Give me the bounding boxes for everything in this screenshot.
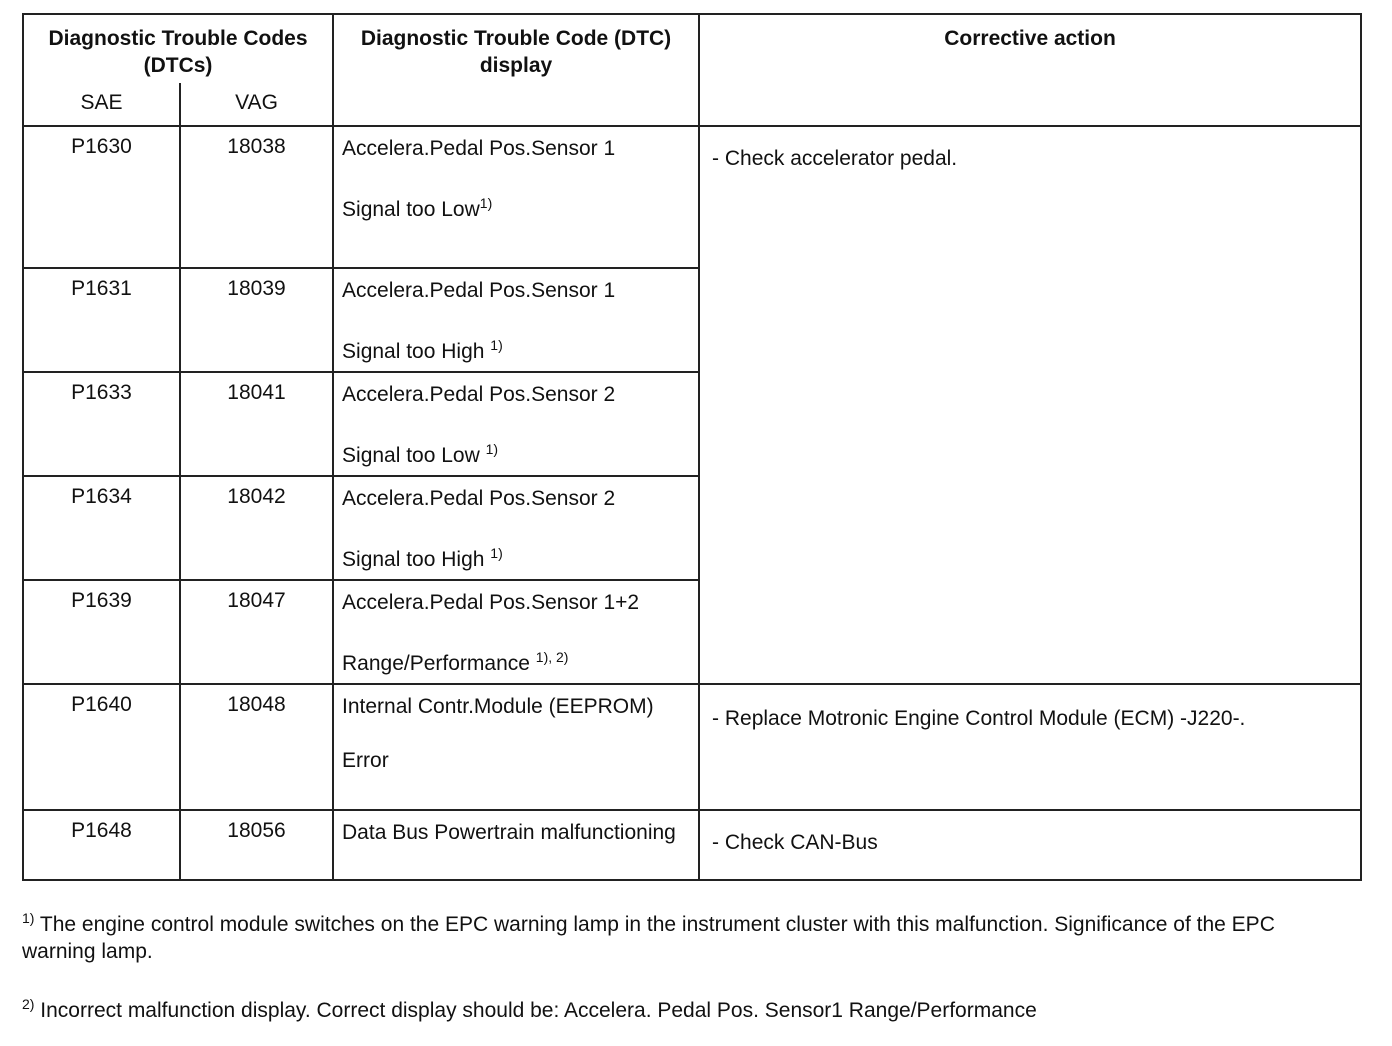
- footnote-mark: 2): [22, 996, 35, 1012]
- vag-code: 18039: [180, 268, 333, 372]
- action-replace-ecm: - Replace Motronic Engine Control Module (ECM) -J220-.: [699, 684, 1361, 810]
- dtc-display: [333, 126, 699, 268]
- footnote-ref: 1): [479, 195, 493, 211]
- sae-code: P1640: [23, 684, 180, 810]
- display-line-1: Accelera.Pedal Pos.Sensor 1+2: [342, 591, 640, 614]
- header-corrective-action: Corrective action: [699, 14, 1361, 126]
- header-vag: VAG: [180, 83, 333, 126]
- table-row: [23, 810, 1361, 880]
- table-row: [23, 126, 1361, 268]
- action-check-pedal: - Check accelerator pedal.: [699, 126, 1361, 684]
- vag-code: 18041: [180, 372, 333, 476]
- display-line-1: Internal Contr.Module (EEPROM): [342, 695, 654, 718]
- footnote-text: Incorrect malfunction display. Correct display should be: Accelera. Pedal Pos. Sensor1 Range/Performance: [34, 999, 1037, 1022]
- dtc-table: [22, 13, 1362, 881]
- table-row: [23, 684, 1361, 810]
- vag-code: 18038: [180, 126, 333, 268]
- display-line-1: Accelera.Pedal Pos.Sensor 1: [342, 137, 616, 160]
- vag-code: 18047: [180, 580, 333, 684]
- footnote-ref: 1): [490, 337, 503, 353]
- display-line-2: Signal too Low$^{1)}$: [342, 195, 493, 221]
- display-line-2: Signal too High $^{1)}$: [342, 337, 503, 363]
- vag-code: 18056: [180, 810, 333, 880]
- display-line-1: Data Bus Powertrain malfunctioning: [342, 821, 676, 844]
- vag-code: 18048: [180, 684, 333, 810]
- footnote-text: The engine control module switches on the EPC warning lamp in the instrument cluster with this malfunction. Significance of the EPC warning lamp.: [22, 913, 1275, 963]
- display-line-2: Signal too Low $^{1)}$: [342, 441, 499, 467]
- sae-code: P1634: [23, 476, 180, 580]
- footnote-1: [22, 911, 1352, 965]
- header-dtc-group: Diagnostic Trouble Codes (DTCs): [23, 14, 333, 83]
- footnote-2: [22, 997, 1352, 1024]
- vag-code: 18042: [180, 476, 333, 580]
- sae-code: P1631: [23, 268, 180, 372]
- dtc-display: [333, 372, 699, 476]
- display-line-2: Range/Performance $^{1), 2)}$: [342, 649, 569, 675]
- dtc-display: [333, 684, 699, 810]
- footnote-ref: 1), 2): [535, 649, 569, 665]
- display-line-2: Signal too High $^{1)}$: [342, 545, 503, 571]
- display-line-2: Error: [342, 749, 389, 772]
- header-dtc-display: Diagnostic Trouble Code (DTC) display: [333, 14, 699, 126]
- dtc-display: [333, 268, 699, 372]
- dtc-display: [333, 580, 699, 684]
- sae-code: P1633: [23, 372, 180, 476]
- footnote-mark: 1): [22, 910, 35, 926]
- display-line-1: Accelera.Pedal Pos.Sensor 2: [342, 383, 616, 406]
- sae-code: P1639: [23, 580, 180, 684]
- sae-code: P1630: [23, 126, 180, 268]
- action-check-can-bus: - Check CAN-Bus: [699, 810, 1361, 880]
- footnote-ref: 1): [485, 441, 499, 457]
- display-line-1: Accelera.Pedal Pos.Sensor 1: [342, 279, 616, 302]
- dtc-document: [22, 13, 1360, 881]
- footnote-ref: 1): [490, 545, 503, 561]
- header-sae: SAE: [23, 83, 180, 126]
- dtc-display: [333, 476, 699, 580]
- sae-code: P1648: [23, 810, 180, 880]
- dtc-display: [333, 810, 699, 880]
- display-line-1: Accelera.Pedal Pos.Sensor 2: [342, 487, 616, 510]
